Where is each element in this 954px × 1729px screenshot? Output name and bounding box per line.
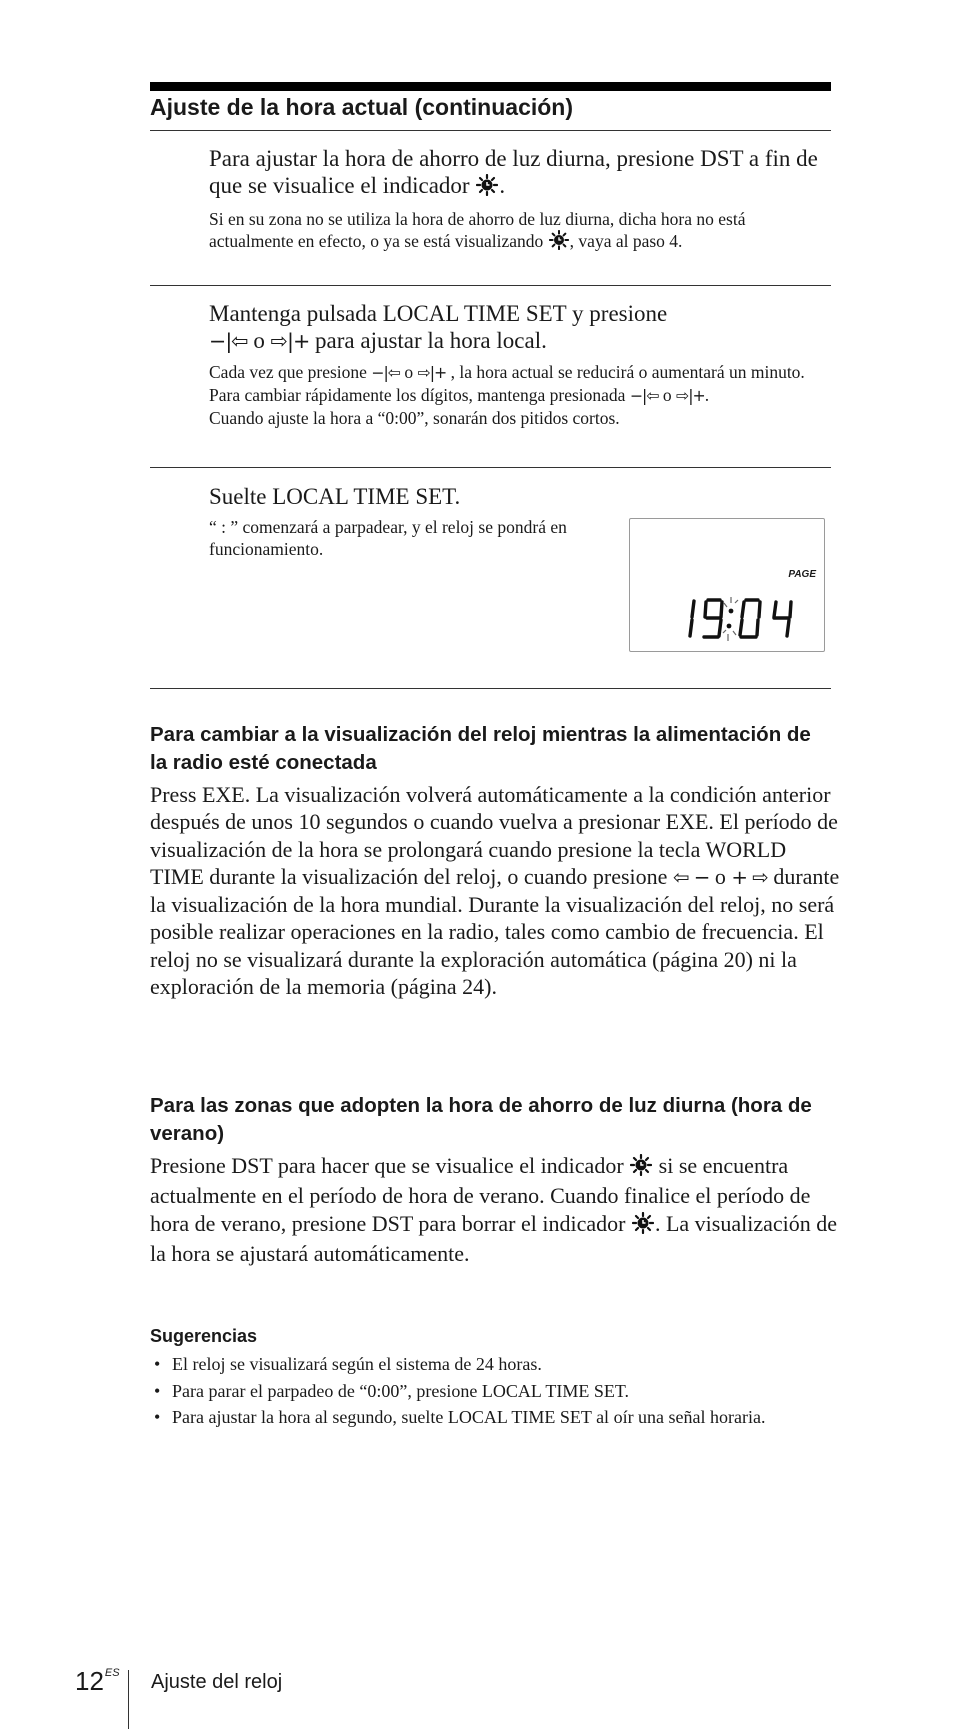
tips-heading: Sugerencias — [150, 1326, 258, 1346]
dst-body — [150, 1152, 840, 1267]
lcd-time-digits — [684, 597, 824, 641]
left-minus-key-icon: ⇦ − — [672, 865, 710, 889]
dst-body-text: Presione DST para hacer que se visualice el indicador — [150, 1153, 624, 1178]
lcd-display — [629, 518, 825, 652]
tip-item: • Para parar el parpadeo de “0:00”, presione LOCAL TIME SET. — [150, 1380, 840, 1403]
step-rule — [150, 285, 831, 286]
step-rule — [150, 467, 831, 468]
step-dst-note-end: , vaya al paso 4. — [569, 231, 683, 251]
up-key-icon: ⇨|+ — [676, 386, 705, 405]
clock-display-heading: Para cambiar a la visualización del reloj mientras la alimentación de la radio esté conectada — [150, 723, 811, 774]
steps-end-rule — [150, 688, 831, 689]
page-number — [75, 1666, 120, 1697]
step-local-note-or: o — [404, 362, 414, 382]
step-local-time — [209, 300, 831, 429]
section-top-bar — [150, 82, 831, 91]
step-local-note — [209, 361, 831, 429]
step-local-note-mid: , la hora actual se reducirá o aumentará un minuto. Para cambiar rápidamente los dígitos, mantenga presionada — [209, 362, 805, 405]
page-language-suffix: ES — [104, 1667, 120, 1679]
step-dst-note-text: Si en su zona no se utiliza la hora de ahorro de luz diurna, dicha hora no está actualmente en efecto, o ya se está visualizando — [209, 209, 746, 251]
tip-item: • Para ajustar la hora al segundo, suelte LOCAL TIME SET al oír una señal horaria. — [150, 1406, 840, 1429]
section-rule — [150, 130, 831, 131]
step-local-main — [209, 300, 831, 355]
step-local-main-end: para ajustar la hora local. — [315, 328, 547, 353]
step-release-note-text: “ : ” comenzará a parpadear, y el reloj se pondrá en funcionamiento. — [209, 517, 567, 559]
dst-body-mid: si se encuentra actualmente en el período de hora de verano. Cuando finalice el período de hora de verano, presione DST para borrar el indicador — [150, 1153, 811, 1236]
step-dst-main-end: . — [499, 173, 506, 198]
dst-sun-icon — [476, 174, 498, 202]
step-dst-set — [209, 145, 831, 255]
step-local-note-or2: o — [662, 385, 672, 405]
dst-heading: Para las zonas que adopten la hora de ahorro de luz diurna (hora de verano) — [150, 1094, 812, 1145]
step-dst-note — [209, 208, 831, 255]
step-dst-main — [209, 145, 831, 202]
dst-body-end: . La visualización de la hora se ajustará automáticamente. — [150, 1210, 838, 1266]
step-local-note-end: . — [704, 385, 710, 405]
clock-display-or: o — [714, 863, 726, 889]
footer-divider — [128, 1670, 129, 1729]
dst-sun-icon — [632, 1212, 654, 1240]
down-key-icon: −|⇦ — [629, 386, 659, 405]
step-local-beep-note: Cuando ajuste la hora a “0:00”, sonarán dos pitidos cortos. — [209, 408, 620, 428]
tip-item: • El reloj se visualizará según el sistema de 24 horas. — [150, 1353, 840, 1376]
plus-right-key-icon: + ⇨ — [731, 865, 768, 889]
step-local-or: o — [253, 328, 265, 353]
step-dst-main-text: Para ajustar la hora de ahorro de luz diurna, presione DST a fin de que se visualice el indicador — [209, 146, 818, 198]
down-key-icon: −|⇦ — [371, 363, 400, 382]
dst-sun-icon — [630, 1154, 652, 1182]
up-key-icon: ⇨|+ — [417, 363, 447, 382]
clock-display-body-end: durante la visualización de la hora mundial. Durante la visualización del reloj, no será posible realizar operaciones en la radio, tales como cambio de frecuencia. El reloj no se visualizará durante la exploración automática (página 20) ni la exploración de la memoria (página 24). — [150, 863, 840, 1000]
lcd-page-label: PAGE — [788, 569, 816, 580]
step-release-note — [209, 516, 599, 560]
section-title: Ajuste de la hora actual (continuación) — [150, 94, 574, 120]
up-key-icon: ⇨|+ — [270, 329, 310, 353]
step-local-main-text: Mantenga pulsada LOCAL TIME SET y presione — [209, 301, 668, 326]
tips-list — [150, 1353, 840, 1433]
down-key-icon: −|⇦ — [209, 329, 248, 353]
step-local-note-text: Cada vez que presione — [209, 362, 367, 382]
clock-display-body-text: Press EXE. La visualización volverá automáticamente a la condición anterior después de unos 10 segundos o cuando vuelva a presionar EXE. El período de visualización de la hora se prolongará cuando presione la tecla WORLD TIME durante la visualización del reloj, o cuando presione — [150, 782, 838, 889]
clock-display-body — [150, 781, 840, 1000]
footer-section-name: Ajuste del reloj — [151, 1671, 283, 1693]
dst-sun-icon — [549, 230, 569, 255]
step-release-main: Suelte LOCAL TIME SET. — [209, 484, 461, 509]
page-number-value: 12 — [75, 1666, 104, 1696]
